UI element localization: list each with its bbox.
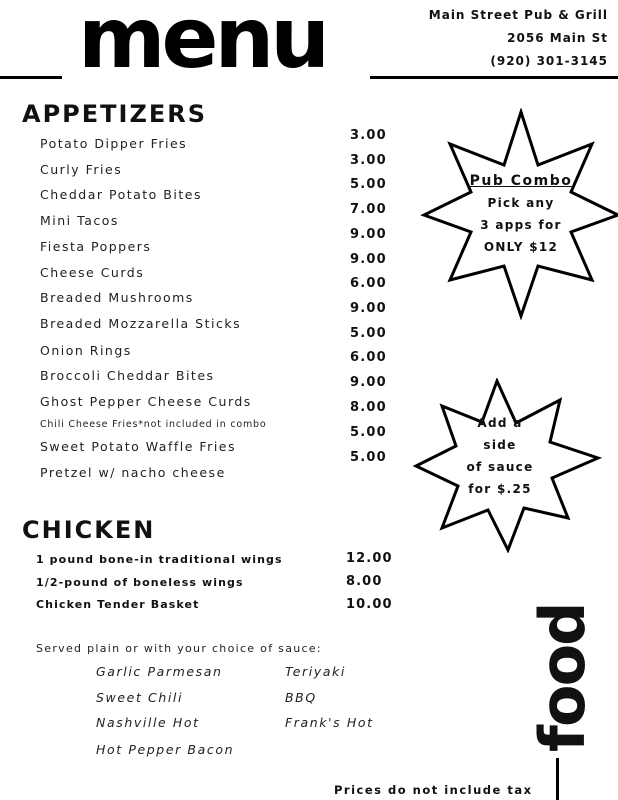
appetizer-price: 9.00 xyxy=(350,301,387,316)
appetizer-price: 8.00 xyxy=(350,400,387,415)
sauce-star-line: for $.25 xyxy=(468,482,532,496)
sauce-option: Garlic Parmesan xyxy=(96,664,223,679)
chicken-item: Chicken Tender Basket xyxy=(36,598,200,611)
chicken-item: 1/2-pound of boneless wings xyxy=(36,576,244,589)
page-title: menu xyxy=(78,0,327,87)
combo-line: ONLY $12 xyxy=(483,240,559,254)
appetizer-item: Breaded Mozzarella Sticks xyxy=(40,316,242,331)
appetizer-item: Cheese Curds xyxy=(40,265,145,280)
sauce-star-text xyxy=(440,412,560,500)
header-rule-left xyxy=(0,76,62,79)
appetizer-price: 3.00 xyxy=(350,128,387,143)
combo-star-text xyxy=(450,170,592,258)
pub-phone: (920) 301-3145 xyxy=(490,54,608,68)
chicken-price: 12.00 xyxy=(346,551,393,566)
chicken-item: 1 pound bone-in traditional wings xyxy=(36,553,283,566)
pub-info xyxy=(429,4,608,73)
sauce-option: Nashville Hot xyxy=(96,715,200,730)
appetizer-price: 5.00 xyxy=(350,450,387,465)
appetizer-price: 7.00 xyxy=(350,202,387,217)
appetizer-price: 6.00 xyxy=(350,276,387,291)
appetizer-item: Broccoli Cheddar Bites xyxy=(40,368,215,383)
appetizer-price: 5.00 xyxy=(350,425,387,440)
appetizer-price: 9.00 xyxy=(350,252,387,267)
appetizer-item: Ghost Pepper Cheese Curds xyxy=(40,394,252,409)
sauce-option: Frank's Hot xyxy=(285,715,374,730)
appetizer-price: 9.00 xyxy=(350,375,387,390)
appetizer-item: Curly Fries xyxy=(40,162,123,177)
appetizer-item: Cheddar Potato Bites xyxy=(40,187,202,202)
appetizer-price: 5.00 xyxy=(350,177,387,192)
sauce-star-line: Add a xyxy=(477,416,523,430)
appetizer-item: Fiesta Poppers xyxy=(40,239,152,254)
appetizer-item: Chili Cheese Fries*not included in combo xyxy=(40,419,267,430)
sauce-option: Sweet Chili xyxy=(96,690,184,705)
sauce-option: BBQ xyxy=(285,690,317,705)
sauce-star-line: side xyxy=(483,438,517,452)
appetizer-item: Potato Dipper Fries xyxy=(40,136,188,151)
header-rule-right xyxy=(370,76,618,79)
side-word-food: food xyxy=(526,603,599,752)
appetizers-heading: APPETIZERS xyxy=(22,100,208,128)
combo-line: 3 apps for xyxy=(480,218,562,232)
appetizer-item: Pretzel w/ nacho cheese xyxy=(40,465,226,480)
sauce-option: Hot Pepper Bacon xyxy=(96,742,235,757)
sauce-star-line: of sauce xyxy=(466,460,534,474)
appetizer-item: Sweet Potato Waffle Fries xyxy=(40,439,236,454)
pub-address: 2056 Main St xyxy=(507,31,608,45)
combo-line: Pick any xyxy=(487,196,555,210)
appetizer-price: 3.00 xyxy=(350,153,387,168)
appetizer-price: 6.00 xyxy=(350,350,387,365)
appetizer-price: 9.00 xyxy=(350,227,387,242)
appetizer-item: Breaded Mushrooms xyxy=(40,290,194,305)
sauce-option: Teriyaki xyxy=(285,664,346,679)
chicken-price: 8.00 xyxy=(346,574,383,589)
chicken-price: 10.00 xyxy=(346,597,393,612)
tax-note: Prices do not include tax xyxy=(334,783,533,797)
combo-title: Pub Combo xyxy=(469,173,573,189)
chicken-heading: CHICKEN xyxy=(22,516,156,544)
appetizer-item: Onion Rings xyxy=(40,343,132,358)
pub-name: Main Street Pub & Grill xyxy=(428,8,608,22)
side-rule xyxy=(556,758,559,800)
sauce-intro: Served plain or with your choice of sauce: xyxy=(36,642,322,655)
appetizer-item: Mini Tacos xyxy=(40,213,119,228)
appetizer-price: 5.00 xyxy=(350,326,387,341)
